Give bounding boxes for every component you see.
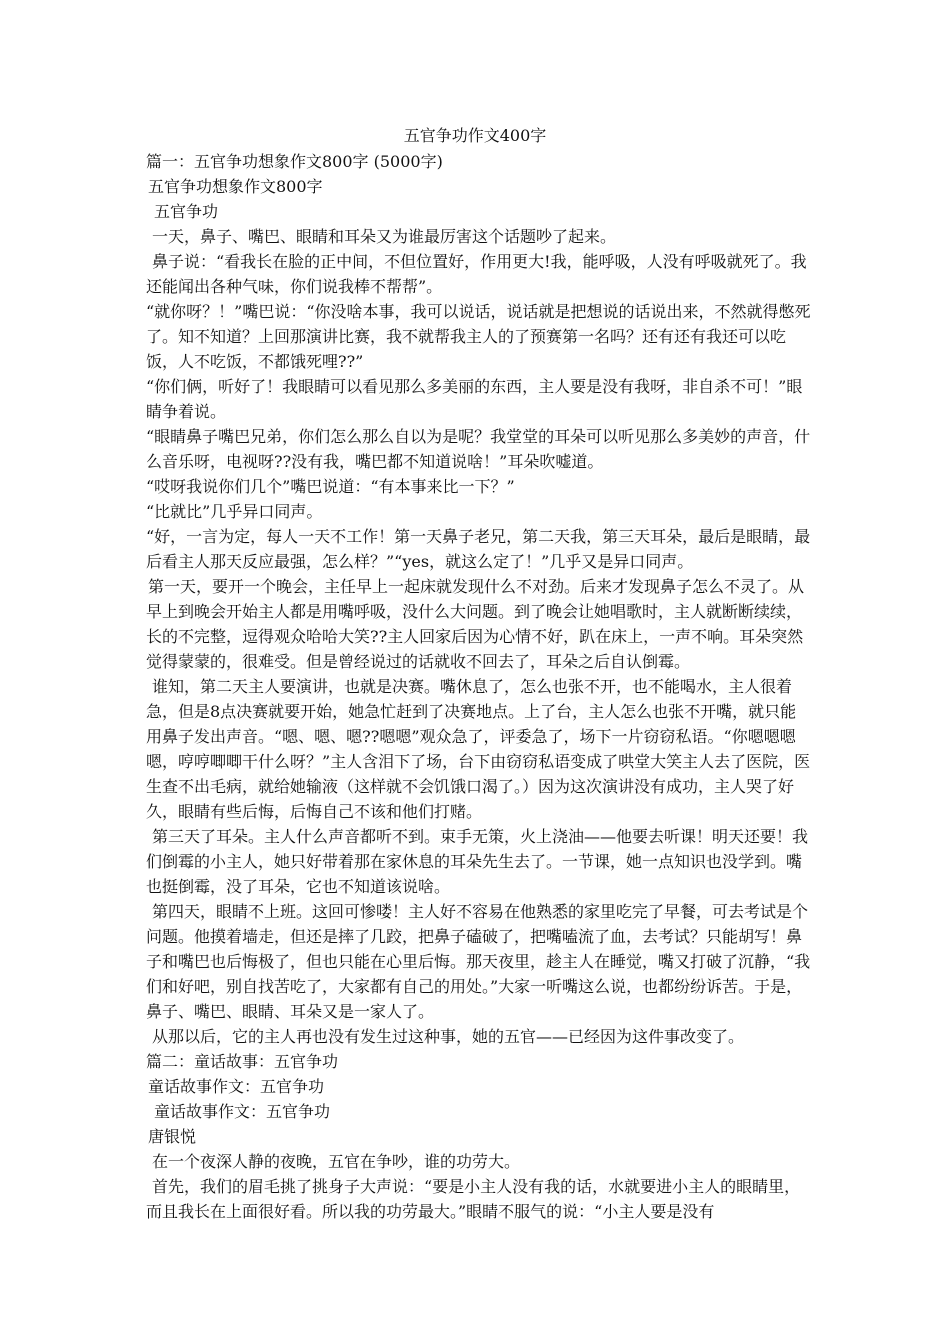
document-title: 五官争功作文400字 bbox=[403, 126, 547, 145]
paragraph: 鼻子说：“看我长在脸的正中间，不但位置好，作用更大!我，能呼吸，人没有呼吸就死了。我还能闻出各种气味，你们说我棒不帮帮”。 bbox=[146, 252, 807, 296]
paragraph: “哎呀我说你们几个”嘴巴说道：“有本事来比一下？” bbox=[146, 477, 515, 496]
paragraph: “比就比”几乎异口同声。 bbox=[146, 502, 323, 521]
paragraph: 第一天，要开一个晚会，主任早上一起床就发现什么不对劲。后来才发现鼻子怎么不灵了。从早上到晚会开始主人都是用嘴呼吸，没什么大问题。到了晚会让她唱歌时，主人就断断续续，长的不完整，逗得观众哈哈大笑??主人回家后因为心情不好，趴在床上，一声不响。耳朵突然觉得蒙蒙的，很难受。但是曾经说过的话就收不回去了，耳朵之后自认倒霉。 bbox=[146, 577, 805, 671]
paragraph: “就你呀？！”嘴巴说：“你没啥本事，我可以说话，说话就是把想说的话说出来，不然就得憋死了。知不知道？上回那演讲比赛，我不就帮我主人的了预赛第一名吗？还有还有我还可以吃饭，人不吃饭，不都饿死哩??” bbox=[146, 302, 811, 371]
paragraph: 从那以后，它的主人再也没有发生过这种事，她的五官——已经因为这件事改变了。 bbox=[152, 1027, 745, 1046]
subheading: 童话故事作文：五官争功 bbox=[148, 1077, 325, 1096]
paragraph: 谁知，第二天主人要演讲，也就是决赛。嘴休息了，怎么也张不开，也不能喝水，主人很着急，但是8点决赛就要开始，她急忙赶到了决赛地点。上了台，主人怎么也张不开嘴，就只能用鼻子发出声音。“嗯、嗯、嗯??嗯嗯”观众急了，评委急了，场下一片窃窃私语。“你嗯嗯嗯嗯，哼哼唧唧干什么呀？”主人含泪下了场，台下由窃窃私语变成了哄堂大笑主人去了医院，医生查不出毛病，就给她输液（这样就不会饥饿口渴了。）因为这次演讲没有成功，主人哭了好久，眼睛有些后悔，后悔自己不该和他们打赌。 bbox=[146, 677, 811, 821]
paragraph: 第三天了耳朵。主人什么声音都听不到。束手无策，火上浇油——他要去听课！明天还要！我们倒霉的小主人，她只好带着那在家休息的耳朵先生去了。一节课，她一点知识也没学到。嘴也挺倒霉，没了耳朵，它也不知道该说啥。 bbox=[146, 827, 809, 896]
paragraph: “眼睛鼻子嘴巴兄弟，你们怎么那么自以为是呢？我堂堂的耳朵可以听见那么多美妙的声音，什么音乐呀，电视呀??没有我，嘴巴都不知道说啥！”耳朵吹嘘道。 bbox=[146, 427, 811, 471]
paragraph: 在一个夜深人静的夜晚，五官在争吵，谁的功劳大。 bbox=[152, 1152, 521, 1171]
paragraph: “你们俩，听好了！我眼睛可以看见那么多美丽的东西，主人要是没有我呀，非自杀不可！”眼睛争着说。 bbox=[146, 377, 803, 421]
section-heading: 篇二：童话故事：五官争功 bbox=[146, 1052, 339, 1071]
paragraph: 首先，我们的眉毛挑了挑身子大声说：“要是小主人没有我的话，水就要进小主人的眼睛里，而且我长在上面很好看。所以我的功劳最大。”眼睛不服气的说：“小主人要是没有 bbox=[146, 1177, 801, 1221]
paragraph: 一天，鼻子、嘴巴、眼睛和耳朵又为谁最厉害这个话题吵了起来。 bbox=[152, 227, 617, 246]
document-body bbox=[146, 149, 811, 1224]
author-name: 唐银悦 bbox=[148, 1127, 197, 1146]
paragraph: “好，一言为定，每人一天不工作！第一天鼻子老兄，第二天我，第三天耳朵，最后是眼睛，最后看主人那天反应最强，怎么样？”“yes，就这么定了！”几乎又是异口同声。 bbox=[146, 527, 811, 571]
subheading: 五官争功想象作文800字 bbox=[148, 177, 323, 196]
subheading: 五官争功 bbox=[154, 202, 219, 221]
paragraph: 第四天，眼睛不上班。这回可惨喽！主人好不容易在他熟悉的家里吃完了早餐，可去考试是个问题。他摸着墙走，但还是摔了几跤，把鼻子磕破了，把嘴嗑流了血，去考试？只能胡写！鼻子和嘴巴也后悔极了，但也只能在心里后悔。那天夜里，趁主人在睡觉，嘴又打破了沉静，“我们和好吧，别自找苦吃了，大家都有自己的用处。”大家一听嘴这么说，也都纷纷诉苦。于是，鼻子、嘴巴、眼睛、耳朵又是一家人了。 bbox=[146, 902, 811, 1021]
section-heading: 篇一：五官争功想象作文800字 (5000字) bbox=[146, 152, 443, 171]
subheading: 童话故事作文：五官争功 bbox=[154, 1102, 331, 1121]
